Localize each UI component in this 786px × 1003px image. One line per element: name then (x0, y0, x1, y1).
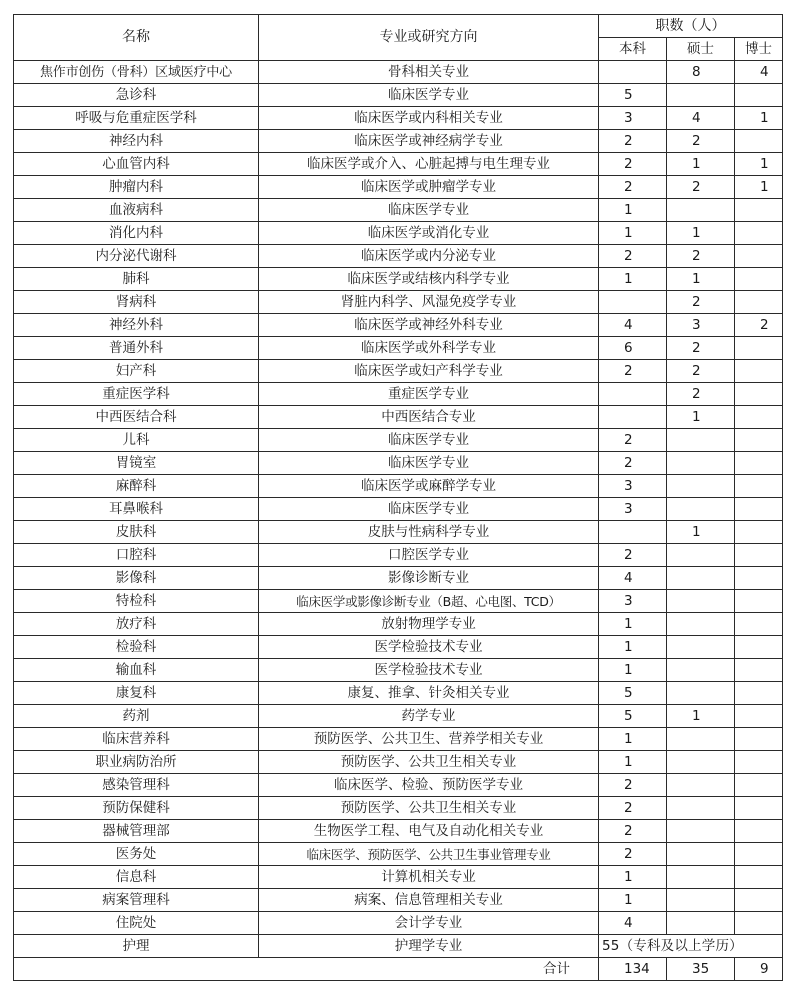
department-name: 血液病科 (14, 199, 259, 222)
table-row (14, 912, 783, 935)
department-name: 胃镜室 (14, 452, 259, 475)
major-field: 临床医学专业 (259, 498, 599, 521)
major-field: 会计学专业 (259, 912, 599, 935)
master-count (667, 820, 735, 843)
department-name: 住院处 (14, 912, 259, 935)
major-field: 临床医学或麻醉学专业 (259, 475, 599, 498)
master-count (667, 774, 735, 797)
table-row (14, 406, 783, 429)
bachelor-count: 1 (599, 222, 667, 245)
table-row (14, 544, 783, 567)
doctor-count: 2 (735, 314, 783, 337)
doctor-count (735, 728, 783, 751)
table-row (14, 843, 783, 866)
table-row (14, 268, 783, 291)
doctor-count (735, 912, 783, 935)
table-row (14, 222, 783, 245)
table-row (14, 199, 783, 222)
major-field: 生物医学工程、电气及自动化相关专业 (259, 820, 599, 843)
department-name: 肺科 (14, 268, 259, 291)
doctor-count (735, 567, 783, 590)
master-count (667, 843, 735, 866)
bachelor-count: 2 (599, 820, 667, 843)
major-field: 临床医学、预防医学、公共卫生事业管理专业 (259, 843, 599, 866)
department-name: 妇产科 (14, 360, 259, 383)
major-field: 护理学专业 (259, 935, 599, 958)
doctor-count (735, 222, 783, 245)
doctor-count (735, 475, 783, 498)
department-name: 麻醉科 (14, 475, 259, 498)
table-row (14, 728, 783, 751)
master-count: 1 (667, 705, 735, 728)
master-count (667, 728, 735, 751)
department-name: 药剂 (14, 705, 259, 728)
nursing-row (14, 935, 783, 958)
nursing-count: 55（专科及以上学历） (599, 935, 783, 958)
bachelor-count: 2 (599, 130, 667, 153)
doctor-count (735, 268, 783, 291)
bachelor-count: 4 (599, 912, 667, 935)
doctor-count (735, 843, 783, 866)
table-row (14, 820, 783, 843)
bachelor-count: 2 (599, 153, 667, 176)
bachelor-count: 1 (599, 728, 667, 751)
bachelor-count: 3 (599, 498, 667, 521)
major-field: 重症医学专业 (259, 383, 599, 406)
table-row (14, 130, 783, 153)
header-name: 名称 (14, 15, 259, 61)
table-row (14, 567, 783, 590)
recruitment-table (13, 14, 783, 981)
doctor-count: 1 (735, 153, 783, 176)
major-field: 临床医学或内科相关专业 (259, 107, 599, 130)
doctor-count (735, 521, 783, 544)
department-name: 医务处 (14, 843, 259, 866)
master-count: 2 (667, 360, 735, 383)
bachelor-count: 1 (599, 889, 667, 912)
table-row (14, 797, 783, 820)
table-row (14, 153, 783, 176)
header-doctor: 博士 (735, 38, 783, 61)
doctor-count (735, 406, 783, 429)
doctor-count (735, 705, 783, 728)
doctor-count (735, 544, 783, 567)
bachelor-count: 3 (599, 590, 667, 613)
table-row (14, 751, 783, 774)
major-field: 临床医学或消化专业 (259, 222, 599, 245)
table-row (14, 429, 783, 452)
major-field: 医学检验技术专业 (259, 659, 599, 682)
master-count (667, 475, 735, 498)
header-row-1 (14, 15, 783, 38)
master-count: 1 (667, 406, 735, 429)
header-bachelor: 本科 (599, 38, 667, 61)
table-row (14, 498, 783, 521)
major-field: 临床医学或介入、心脏起搏与电生理专业 (259, 153, 599, 176)
doctor-count (735, 498, 783, 521)
major-field: 康复、推拿、针灸相关专业 (259, 682, 599, 705)
header-major: 专业或研究方向 (259, 15, 599, 61)
major-field: 临床医学或结核内科学专业 (259, 268, 599, 291)
major-field: 临床医学或影像诊断专业（B超、心电图、TCD） (259, 590, 599, 613)
doctor-count (735, 383, 783, 406)
master-count (667, 636, 735, 659)
doctor-count (735, 590, 783, 613)
department-name: 职业病防治所 (14, 751, 259, 774)
doctor-count (735, 659, 783, 682)
department-name: 重症医学科 (14, 383, 259, 406)
bachelor-count: 2 (599, 176, 667, 199)
table-row (14, 107, 783, 130)
table-row (14, 590, 783, 613)
major-field: 临床医学专业 (259, 429, 599, 452)
bachelor-count (599, 406, 667, 429)
master-count (667, 567, 735, 590)
major-field: 皮肤与性病科学专业 (259, 521, 599, 544)
master-count (667, 498, 735, 521)
department-name: 检验科 (14, 636, 259, 659)
major-field: 临床医学专业 (259, 452, 599, 475)
major-field: 影像诊断专业 (259, 567, 599, 590)
doctor-count (735, 429, 783, 452)
department-name: 放疗科 (14, 613, 259, 636)
doctor-count (735, 866, 783, 889)
department-name: 神经内科 (14, 130, 259, 153)
bachelor-count: 3 (599, 475, 667, 498)
major-field: 临床医学或外科学专业 (259, 337, 599, 360)
bachelor-count (599, 383, 667, 406)
doctor-count (735, 774, 783, 797)
major-field: 预防医学、公共卫生、营养学相关专业 (259, 728, 599, 751)
major-field: 药学专业 (259, 705, 599, 728)
department-name: 肿瘤内科 (14, 176, 259, 199)
major-field: 临床医学或肿瘤学专业 (259, 176, 599, 199)
bachelor-count: 2 (599, 429, 667, 452)
department-name: 神经外科 (14, 314, 259, 337)
master-count: 3 (667, 314, 735, 337)
master-count (667, 866, 735, 889)
major-field: 病案、信息管理相关专业 (259, 889, 599, 912)
major-field: 临床医学或神经外科专业 (259, 314, 599, 337)
doctor-count (735, 613, 783, 636)
master-count (667, 912, 735, 935)
department-name: 焦作市创伤（骨科）区域医疗中心 (14, 61, 259, 84)
department-name: 临床营养科 (14, 728, 259, 751)
doctor-count (735, 751, 783, 774)
department-name: 耳鼻喉科 (14, 498, 259, 521)
table-row (14, 521, 783, 544)
table-row (14, 866, 783, 889)
master-count (667, 889, 735, 912)
major-field: 临床医学专业 (259, 84, 599, 107)
bachelor-count (599, 291, 667, 314)
department-name: 病案管理科 (14, 889, 259, 912)
doctor-count (735, 130, 783, 153)
master-count (667, 84, 735, 107)
department-name: 呼吸与危重症医学科 (14, 107, 259, 130)
major-field: 临床医学或神经病学专业 (259, 130, 599, 153)
doctor-count (735, 682, 783, 705)
bachelor-count: 1 (599, 751, 667, 774)
table-row (14, 61, 783, 84)
bachelor-count: 2 (599, 544, 667, 567)
table-row (14, 314, 783, 337)
table-row (14, 176, 783, 199)
table-row (14, 705, 783, 728)
master-count: 1 (667, 268, 735, 291)
department-name: 消化内科 (14, 222, 259, 245)
doctor-count (735, 360, 783, 383)
doctor-count (735, 337, 783, 360)
table-row (14, 613, 783, 636)
master-count (667, 682, 735, 705)
master-count: 2 (667, 383, 735, 406)
major-field: 骨科相关专业 (259, 61, 599, 84)
major-field: 肾脏内科学、风湿免疫学专业 (259, 291, 599, 314)
department-name: 心血管内科 (14, 153, 259, 176)
department-name: 中西医结合科 (14, 406, 259, 429)
master-count: 2 (667, 337, 735, 360)
table-row (14, 636, 783, 659)
department-name: 护理 (14, 935, 259, 958)
master-count: 1 (667, 153, 735, 176)
department-name: 特检科 (14, 590, 259, 613)
bachelor-count: 5 (599, 682, 667, 705)
major-field: 中西医结合专业 (259, 406, 599, 429)
department-name: 急诊科 (14, 84, 259, 107)
total-row (14, 958, 783, 981)
master-count: 4 (667, 107, 735, 130)
bachelor-count: 2 (599, 774, 667, 797)
table-row (14, 383, 783, 406)
major-field: 口腔医学专业 (259, 544, 599, 567)
doctor-count (735, 199, 783, 222)
bachelor-count: 2 (599, 360, 667, 383)
master-count (667, 659, 735, 682)
department-name: 内分泌代谢科 (14, 245, 259, 268)
bachelor-count: 4 (599, 314, 667, 337)
doctor-count (735, 84, 783, 107)
department-name: 信息科 (14, 866, 259, 889)
table-row (14, 291, 783, 314)
master-count (667, 199, 735, 222)
master-count: 1 (667, 222, 735, 245)
doctor-count: 1 (735, 107, 783, 130)
master-count (667, 797, 735, 820)
major-field: 医学检验技术专业 (259, 636, 599, 659)
table-row (14, 659, 783, 682)
master-count: 2 (667, 176, 735, 199)
bachelor-count: 4 (599, 567, 667, 590)
table-row (14, 475, 783, 498)
table-row (14, 889, 783, 912)
master-count: 8 (667, 61, 735, 84)
master-count (667, 613, 735, 636)
major-field: 临床医学、检验、预防医学专业 (259, 774, 599, 797)
major-field: 临床医学或妇产科学专业 (259, 360, 599, 383)
table-row (14, 452, 783, 475)
table-row (14, 682, 783, 705)
master-count (667, 544, 735, 567)
header-positions: 职数（人） (599, 15, 783, 38)
doctor-count (735, 797, 783, 820)
doctor-count (735, 889, 783, 912)
bachelor-count: 5 (599, 84, 667, 107)
bachelor-count: 1 (599, 659, 667, 682)
department-name: 感染管理科 (14, 774, 259, 797)
total-master: 35 (667, 958, 735, 981)
total-doctor: 9 (735, 958, 783, 981)
department-name: 儿科 (14, 429, 259, 452)
master-count (667, 751, 735, 774)
header-master: 硕士 (667, 38, 735, 61)
master-count (667, 452, 735, 475)
master-count (667, 590, 735, 613)
master-count: 2 (667, 291, 735, 314)
total-bachelor: 134 (599, 958, 667, 981)
major-field: 预防医学、公共卫生相关专业 (259, 797, 599, 820)
department-name: 预防保健科 (14, 797, 259, 820)
department-name: 肾病科 (14, 291, 259, 314)
bachelor-count: 2 (599, 245, 667, 268)
bachelor-count: 6 (599, 337, 667, 360)
bachelor-count: 2 (599, 843, 667, 866)
total-label: 合计 (14, 958, 599, 981)
doctor-count (735, 820, 783, 843)
table-row (14, 774, 783, 797)
major-field: 放射物理学专业 (259, 613, 599, 636)
bachelor-count: 2 (599, 797, 667, 820)
department-name: 皮肤科 (14, 521, 259, 544)
table-row (14, 245, 783, 268)
bachelor-count: 3 (599, 107, 667, 130)
doctor-count (735, 245, 783, 268)
doctor-count: 4 (735, 61, 783, 84)
major-field: 临床医学专业 (259, 199, 599, 222)
major-field: 计算机相关专业 (259, 866, 599, 889)
master-count (667, 429, 735, 452)
major-field: 临床医学或内分泌专业 (259, 245, 599, 268)
major-field: 预防医学、公共卫生相关专业 (259, 751, 599, 774)
table-row (14, 337, 783, 360)
master-count: 1 (667, 521, 735, 544)
department-name: 器械管理部 (14, 820, 259, 843)
department-name: 普通外科 (14, 337, 259, 360)
department-name: 输血科 (14, 659, 259, 682)
bachelor-count: 1 (599, 866, 667, 889)
department-name: 口腔科 (14, 544, 259, 567)
table-row (14, 84, 783, 107)
bachelor-count: 2 (599, 452, 667, 475)
master-count: 2 (667, 130, 735, 153)
bachelor-count: 1 (599, 636, 667, 659)
bachelor-count: 5 (599, 705, 667, 728)
doctor-count (735, 636, 783, 659)
master-count: 2 (667, 245, 735, 268)
bachelor-count (599, 521, 667, 544)
bachelor-count: 1 (599, 268, 667, 291)
department-name: 影像科 (14, 567, 259, 590)
table-row (14, 360, 783, 383)
bachelor-count: 1 (599, 199, 667, 222)
doctor-count (735, 291, 783, 314)
bachelor-count: 1 (599, 613, 667, 636)
bachelor-count (599, 61, 667, 84)
department-name: 康复科 (14, 682, 259, 705)
doctor-count: 1 (735, 176, 783, 199)
doctor-count (735, 452, 783, 475)
